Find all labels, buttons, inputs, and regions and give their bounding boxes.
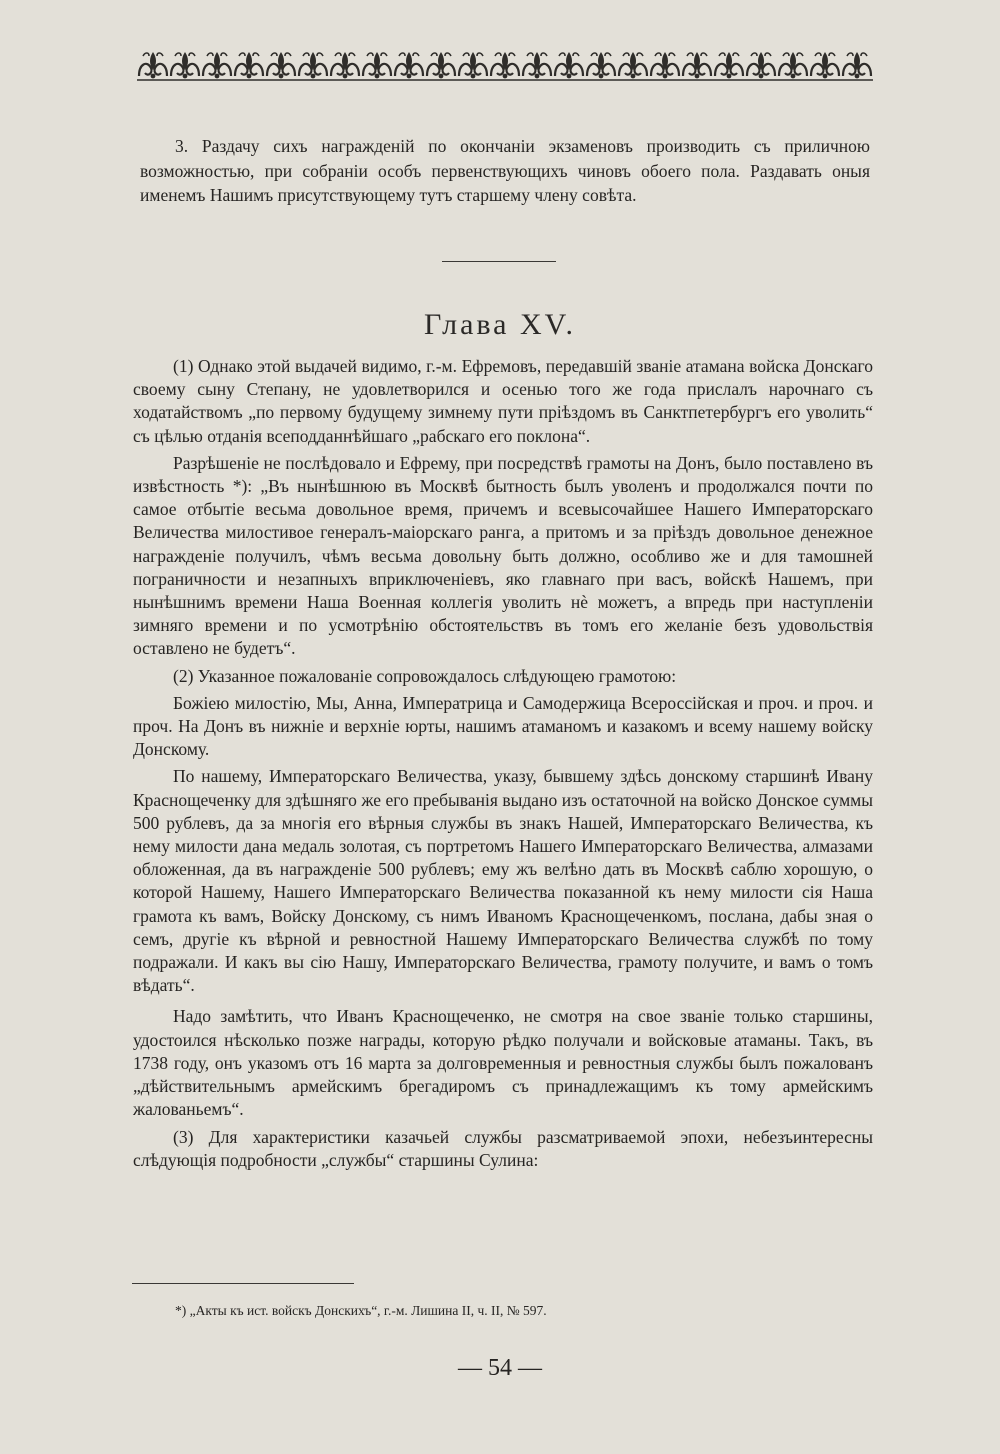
paragraph: По нашему, Императорскаго Величества, указу, бывшему здѣсь донскому старшинѣ Ивану Краснощеченку для здѣшняго же его пребыванія выдано изъ остаточной на войско Донское суммы 500 рублевъ, да за многія его вѣрныя службы въ знакъ Нашей, Императорскаго Величества, къ нему милости дана медаль золотая, съ портретомъ Нашего Императорскаго Величества, алмазами обложенная, да въ награжденіе 500 рублевъ; ему жъ велѣно дать въ Москвѣ саблю хорошую, о которой Нашему, Нашего Императорскаго Величества показанной къ нему милости сія Наша грамота къ вамъ, Войску Донскому, съ нимъ Иваномъ Краснощеченкомъ, послана, дабы зная о семъ, другіе къ вѣрной и ревностной Нашему Императорскаго Величества службѣ по тому подражали. И какъ вы сію Нашу, Императорскаго Величества, грамоту получите, и вамъ о томъ вѣдать“.: [133, 766, 873, 996]
ornament-motif: [425, 52, 457, 80]
ornament-motif: [745, 52, 777, 80]
chapter-body: [133, 355, 873, 1176]
footnote: *) „Акты къ ист. войскъ Донскихъ“, г.-м. Лишина II, ч. II, № 597.: [175, 1303, 547, 1318]
paragraph: (2) Указанное пожалованіе сопровождалось слѣдующею грамотою:: [173, 665, 677, 686]
ornament-motif: [169, 52, 201, 80]
ornament-motif: [809, 52, 841, 80]
ornament-motif: [841, 52, 873, 80]
paragraph: (3) Для характеристики казачьей службы разсматриваемой эпохи, небезъинтересны слѣдующія подробности „службы“ старшины Сулина:: [133, 1126, 873, 1170]
ornament-motif: [777, 52, 809, 80]
footnote-divider: [132, 1283, 354, 1284]
chapter-title: Глава XV.: [424, 308, 576, 341]
paragraph: Надо замѣтить, что Иванъ Краснощеченко, не смотря на свое званіе только старшины, удостоился нѣсколько позже награды, которую рѣдко получали и войсковые атаманы. Такъ, въ 1738 году, онъ указомъ отъ 16 марта за долговременныя и ревностныя службы былъ пожалованъ „дѣйствительнымъ армейскимъ брегадиромъ съ принадлежащимъ къ тому армейскимъ жалованьемъ“.: [133, 1006, 873, 1120]
ornamental-header-band: [137, 46, 873, 84]
paragraph: Разрѣшеніе не послѣдовало и Ефрему, при посредствѣ грамоты на Донъ, было поставлено въ извѣстность *): „Въ нынѣшнюю въ Москвѣ бытность былъ уволенъ и продолжался почти по самое отбытіе весьма довольное время, причемъ и всевысочайшее Нашего Императорскаго Величества милостивое генералъ-маіорскаго ранга, а притомъ и за пріѣздъ довольное денежное награжденіе получилъ, чѣмъ весьма довольну быть должно, особливо же и для тамошней пограничности и незапныхъ вприключеніевъ, яко главнаго при васъ, войскѣ Нашемъ, при нынѣшнимъ времени Наша Военная коллегія уволить нѐ можетъ, а впредь при наступленіи зимняго времени и по усмотрѣнію обстоятельствъ въ томъ его желаніе безъ удовольствія оставлено не будетъ“.: [133, 452, 873, 659]
ornament-motif: [617, 52, 649, 80]
section-end-paragraph: 3. Раздачу сихъ награжденій по окончаніи экзаменовъ производить съ приличною возможностью, при собраніи особъ первенствующихъ чиновъ обоего пола. Раздавать оныя именемъ Нашимъ присутствующему тутъ старшему члену совѣта.: [140, 136, 870, 205]
ornament-motif: [713, 52, 745, 80]
section-divider: [442, 261, 556, 262]
ornament-motif: [649, 52, 681, 80]
paragraph: Божіею милостію, Мы, Анна, Императрица и Самодержица Всероссійская и проч. и проч. и проч. На Донъ въ нижніе и верхніе юрты, нашимъ атаманомъ и казакомъ и всему нашему войску Донскому.: [133, 692, 873, 760]
ornament-motif: [521, 52, 553, 80]
ornament-motif: [393, 52, 425, 80]
ornament-motif: [457, 52, 489, 80]
ornament-motif: [137, 52, 169, 80]
ornament-motif: [297, 52, 329, 80]
ornament-motif: [681, 52, 713, 80]
paragraph: (1) Однако этой выдачей видимо, г.-м. Ефремовъ, передавшій званіе атамана войска Донскаго своему сыну Степану, не удовлетворился и осенью того же года прислалъ нарочнаго съ ходатайствомъ „по первому будущему зимнему пути пріѣздомъ въ Санктпетербургъ его уволить“ съ цѣлью отданія всеподданнѣйшаго „рабскаго его поклона“.: [133, 356, 873, 446]
ornament-motif: [489, 52, 521, 80]
page-number: — 54 —: [458, 1355, 542, 1381]
ornament-motif: [329, 52, 361, 80]
ornament-motif: [361, 52, 393, 80]
ornament-motif: [553, 52, 585, 80]
ornament-motif: [265, 52, 297, 80]
ornament-motif: [233, 52, 265, 80]
ornament-motif: [201, 52, 233, 80]
ornament-motif: [585, 52, 617, 80]
